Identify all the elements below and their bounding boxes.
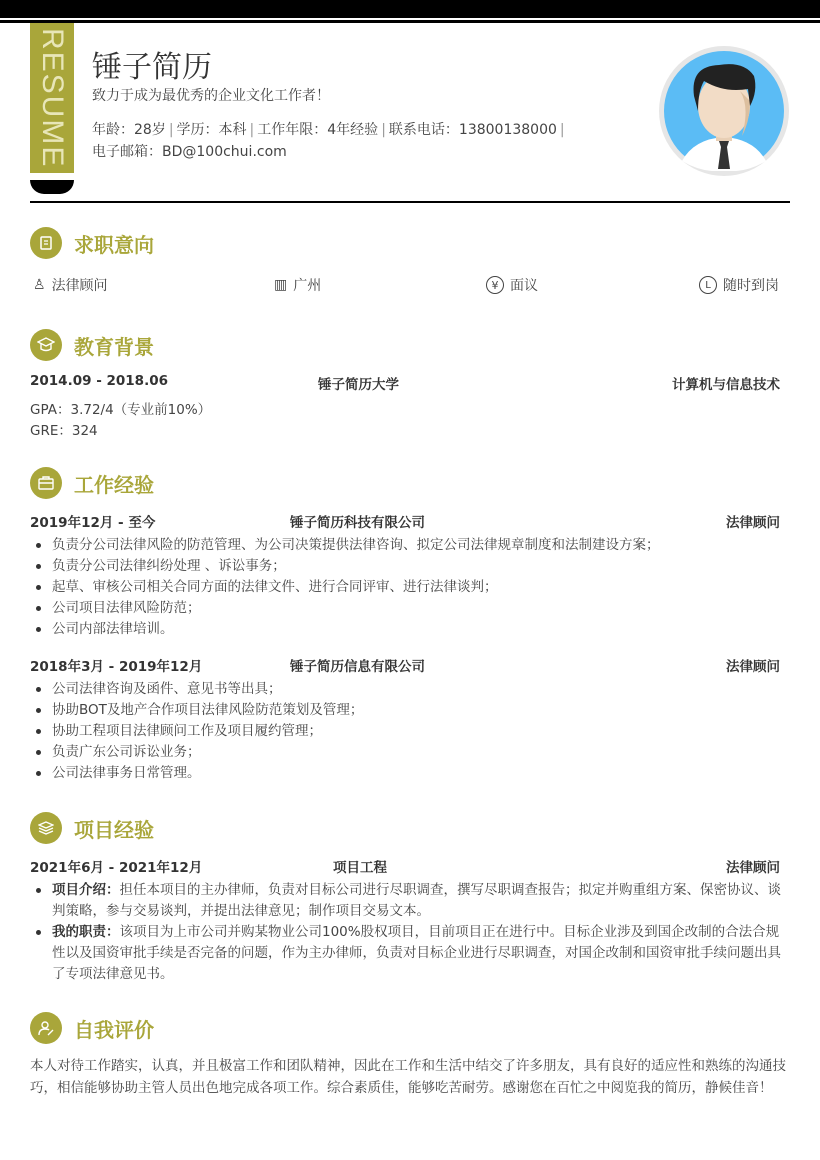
list-item: 起草、审核公司相关合同方面的法律文件、进行合同评审、进行法律谈判；	[30, 577, 790, 598]
top-bar	[0, 0, 820, 18]
gre: GRE：324	[30, 423, 98, 439]
edu-school: 锤子简历大学	[318, 377, 399, 393]
job-row	[30, 511, 780, 531]
intent-label: 随时到岗	[723, 278, 779, 294]
yen-icon: ¥	[486, 276, 504, 294]
item-label: 项目介绍：	[52, 882, 120, 898]
job-bullets	[30, 535, 790, 640]
edu-period: 2014.09 - 2018.06	[30, 373, 168, 389]
section-title: 教育背景	[74, 334, 154, 359]
project-bullets	[30, 880, 790, 985]
clipboard-icon	[30, 227, 62, 259]
age: 年龄：28岁	[92, 122, 166, 138]
motto: 致力于成为最优秀的企业文化工作者！	[92, 88, 330, 104]
list-item: 协助BOT及地产合作项目法律风险防范策划及管理；	[30, 700, 790, 721]
job-role: 法律顾问	[726, 515, 780, 531]
email: 电子邮箱：BD@100chui.com	[92, 144, 287, 160]
experience-years: 工作年限：4年经验	[257, 122, 379, 138]
intent-availability	[699, 275, 779, 295]
list-item: 负责广东公司诉讼业务；	[30, 742, 790, 763]
section-title: 工作经验	[74, 472, 154, 497]
section-title: 自我评价	[74, 1017, 154, 1042]
job-row	[30, 655, 780, 675]
section-work-header	[30, 467, 154, 499]
clock-icon: L	[699, 276, 717, 294]
section-self-header	[30, 1012, 154, 1044]
building-icon: ▥	[274, 277, 288, 293]
phone: 联系电话：13800138000	[388, 122, 557, 138]
job-period: 2018年3月 - 2019年12月	[30, 659, 203, 675]
avatar-icon	[664, 51, 784, 171]
avatar	[659, 46, 789, 176]
job-role: 法律顾问	[726, 659, 780, 675]
section-title: 项目经验	[74, 817, 154, 842]
list-item: 公司法律事务日常管理。	[30, 763, 790, 784]
header-divider	[30, 201, 790, 203]
list-item: 负责分公司法律纠纷处理 、诉讼事务；	[30, 556, 790, 577]
job-period: 2019年12月 - 至今	[30, 515, 156, 531]
list-item: 公司项目法律风险防范；	[30, 598, 790, 619]
list-item	[30, 922, 790, 985]
project-role: 法律顾问	[726, 860, 780, 876]
education-row	[30, 373, 780, 393]
section-project-header	[30, 812, 154, 844]
job-company: 锤子简历信息有限公司	[290, 659, 425, 675]
intent-position	[33, 275, 108, 295]
item-text: 该项目为上市公司并购某物业公司100%股权项目，目前项目正在进行中。目标企业涉及到国企改制的合法合规性以及国资审批手续是否完备的问题，作为主办律师，负责对目标企业进行尽职调查，对国企改制和国资审批手续问题出具了专项法律意见书。	[52, 924, 781, 982]
list-item: 公司内部法律培训。	[30, 619, 790, 640]
item-text: 担任本项目的主办律师，负责对目标公司进行尽职调查，撰写尽职调查报告；拟定并购重组方案、保密协议、谈判策略，参与交易谈判，并提出法律意见；制作项目交易文本。	[52, 882, 781, 919]
job-bullets	[30, 679, 790, 784]
personal-info: 年龄：28岁 | 学历：本科 | 工作年限：4年经验 | 联系电话：13800138000 | 电子邮箱：BD@100chui.com	[92, 122, 565, 160]
edu-major: 计算机与信息技术	[672, 377, 780, 393]
tie-icon: ♙	[33, 277, 46, 293]
gpa: GPA：3.72/4（专业前10%）	[30, 402, 212, 418]
intent-label: 法律顾问	[51, 278, 108, 294]
project-row	[30, 856, 780, 876]
list-item: 负责分公司法律风险的防范管理、为公司决策提供法律咨询、拟定公司法律规章制度和法制建设方案；	[30, 535, 790, 556]
intent-salary	[486, 275, 538, 295]
briefcase-icon	[30, 467, 62, 499]
self-evaluation: 本人对待工作踏实，认真，并且极富工作和团队精神，因此在工作和生活中结交了许多朋友，具有良好的适应性和熟练的沟通技巧，相信能够协助主管人员出色地完成各项工作。综合素质佳，能够吃苦耐劳。感谢您在百忙之中阅览我的简历，静候佳音！	[30, 1058, 786, 1096]
intent-label: 面议	[510, 278, 538, 294]
list-item: 协助工程项目法律顾问工作及项目履约管理；	[30, 721, 790, 742]
name: 锤子简历	[92, 50, 212, 85]
project-period: 2021年6月 - 2021年12月	[30, 860, 203, 876]
user-edit-icon	[30, 1012, 62, 1044]
item-label: 我的职责：	[52, 924, 120, 940]
top-line	[0, 20, 820, 23]
project-name: 项目工程	[333, 860, 387, 876]
list-item	[30, 880, 790, 922]
intent-city	[274, 275, 321, 295]
section-title: 求职意向	[74, 232, 154, 257]
resume-badge: RESUME	[30, 23, 74, 173]
list-item: 公司法律咨询及函件、意见书等出具；	[30, 679, 790, 700]
job-company: 锤子简历科技有限公司	[290, 515, 425, 531]
badge-tab	[30, 180, 74, 194]
intent-label: 广州	[293, 278, 322, 294]
section-intent-header	[30, 227, 154, 259]
degree: 学历：本科	[176, 122, 247, 138]
section-education-header	[30, 329, 154, 361]
graduation-cap-icon	[30, 329, 62, 361]
layers-icon	[30, 812, 62, 844]
